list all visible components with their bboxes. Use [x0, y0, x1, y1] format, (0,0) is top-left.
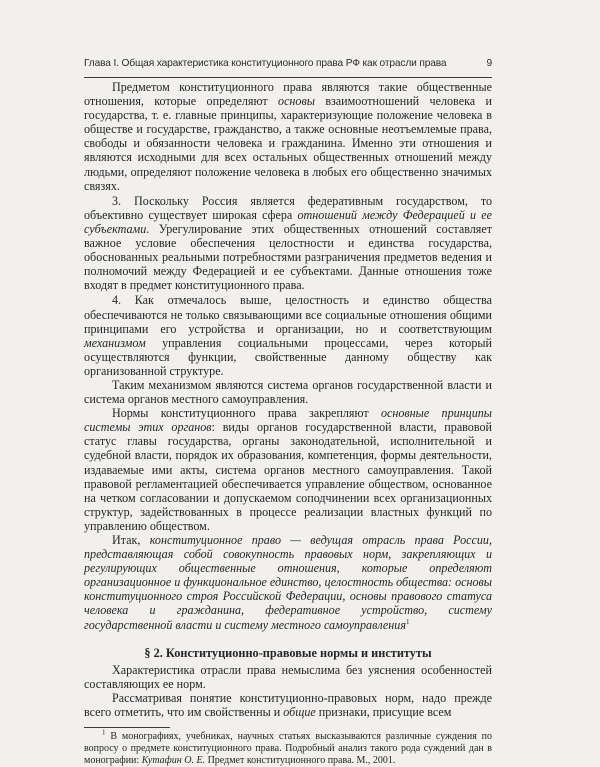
footnote: [84, 728, 493, 767]
chapter-title: Глава I. Общая характеристика конституционного права РФ как отрасли права: [84, 58, 447, 69]
main-text: [84, 80, 492, 767]
footnote-rule: [84, 727, 170, 728]
definition-text: Итак, конституционное право — ведущая отрасль права России, представляющая собой совокупность правовых норм, закрепляющих и регулирующих общественные отношения, которые определяют организационное и функциональное единство, целостность общества: основы конституционного строя Российской Федерации, основы правового статуса человека и гражданина, федеративное устройство, систему государственной власти и систему местного самоуправления: [84, 533, 492, 632]
paragraph: Таким механизмом являются система органов государственной власти и система органов местного самоуправления.: [84, 377, 492, 407]
footnote-mark: 1: [102, 728, 106, 737]
running-head: [84, 58, 492, 69]
paragraph: Характеристика отрасли права немыслима без уяснения особенностей составляющих ее норм.: [84, 662, 492, 691]
footnote-ref: 1: [405, 617, 410, 626]
paragraph: 3. Поскольку Россия является федеративным государством, то объективно существует широкая сфера отношений между Федерацией и ее субъектами. Урегулирование этих общественных отношений составляет важное условие обеспечения целостности и единства государства, обоснованных реальными потребностями разграничения предметов ведения и полномочий между Федерацией и ее субъектами. Данные отношения тоже входят в предмет конституционного права.: [84, 193, 492, 293]
header-rule: [84, 77, 492, 78]
page-number: 9: [486, 58, 492, 69]
paragraph: Нормы конституционного права закрепляют основные принципы системы этих органов: виды органов государственной власти, правовой статус главы государства, органы законодательной, исполнительной и судебной власти, порядок их образования, компетенция, формы деятельности, издаваемые ими акты, система органов местного самоуправления. Такой правовой регламентацией обеспечивается управление обществом, основанное на четком согласовании и допускаемом соподчинении всех организационных структур, задействованных в процессе реализации властных функций по управлению обществом.: [84, 406, 493, 533]
definition-paragraph: [84, 533, 492, 632]
footnote-text: В монографиях, учебниках, научных статьях высказываются различные суждения по вопросу о предмете конституционного права. Подробный анализ такого рода суждений дан в монографии: Кутафин О. Е. Предмет конституционного права. М., 2001.: [84, 731, 493, 767]
paragraph: Рассматривая понятие конституционно-правовых норм, надо прежде всего отметить, что им свойственны и общие признаки, присущие всем: [84, 690, 492, 720]
section-heading: § 2. Конституционно-правовые нормы и институты: [144, 645, 432, 660]
paragraph: Предметом конституционного права являются такие общественные отношения, которые определяют основы взаимоотношений человека и государства, т. е. главные принципы, характеризующие положение человека в обществе и государстве, гражданство, а также основные неотъемлемые права, свободы и обязанности человека и гражданина. Именно эти отношения и являются исходными для всех остальных общественных отношений между людьми, определяют положение человека в любых его общественно значимых связях.: [84, 80, 492, 193]
paragraph: 4. Как отмечалось выше, целостность и единство общества обеспечиваются не только связывающими все социальные отношения общими принципами его устройства и организации, но и соответствующим механизмом управления социальными процессами, через который осуществляются функции, свойственные данному обществу как организованной структуре.: [84, 293, 492, 378]
